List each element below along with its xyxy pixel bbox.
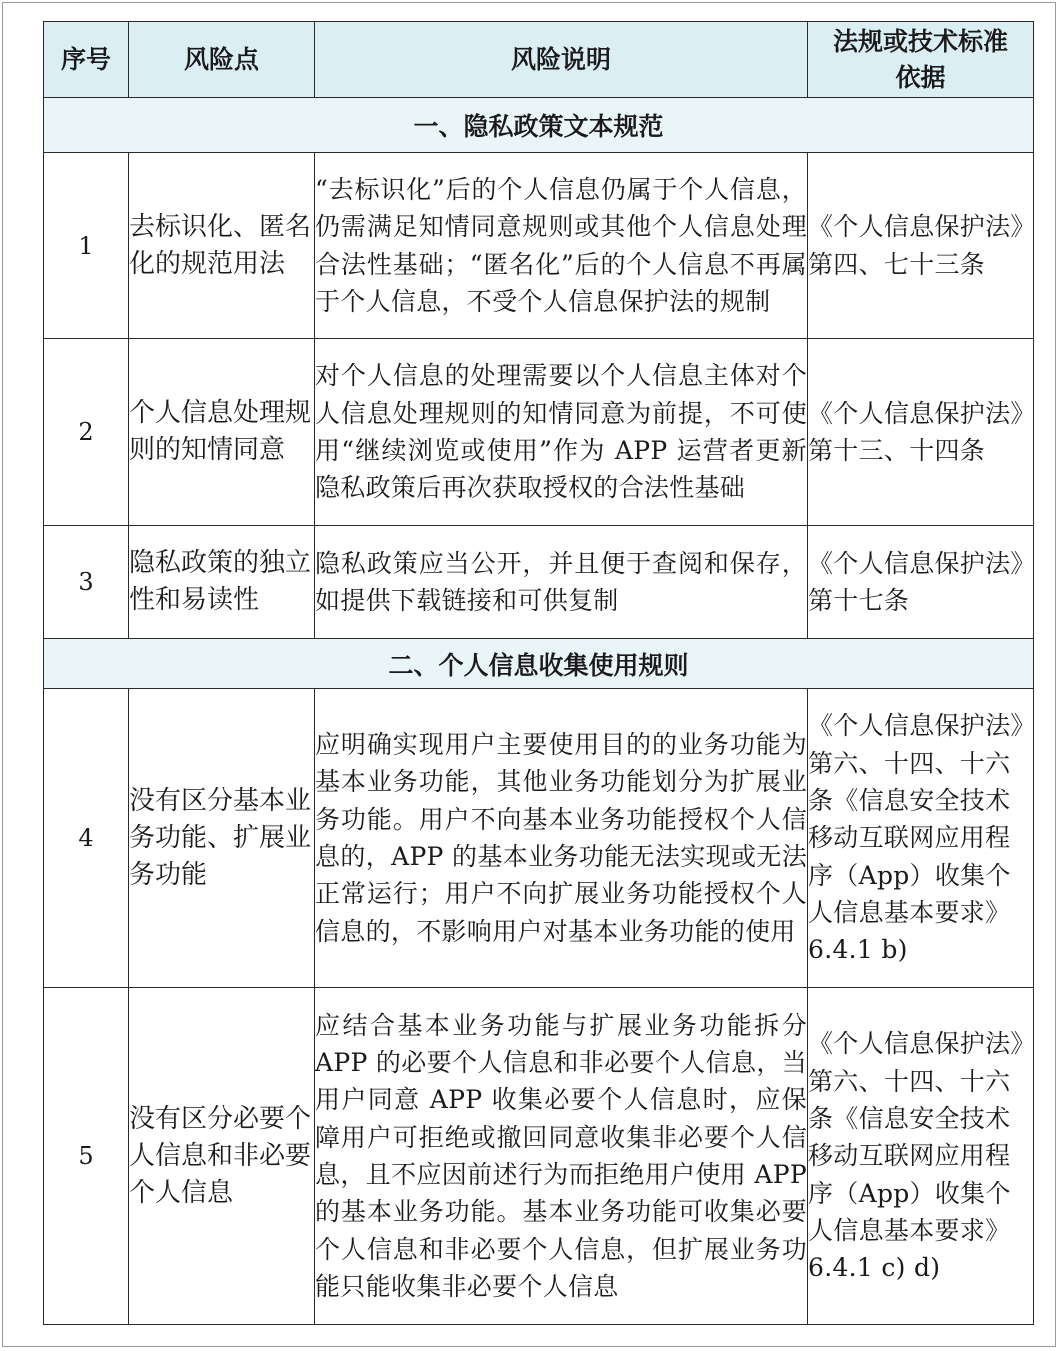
header-seq: 序号 — [44, 22, 129, 98]
risk-table — [43, 21, 1034, 1325]
row-seq: 5 — [44, 988, 129, 1325]
row-seq: 4 — [44, 689, 129, 988]
section-row — [44, 98, 1034, 153]
table-row — [44, 153, 1034, 339]
section-row — [44, 639, 1034, 689]
table-row — [44, 988, 1034, 1325]
section-title: 二、个人信息收集使用规则 — [44, 639, 1034, 689]
row-risk-description: 对个人信息的处理需要以个人信息主体对个人信息处理规则的知情同意为前提，不可使用“继续浏览或使用”作为 APP 运营者更新隐私政策后再次获取授权的合法性基础 — [315, 339, 808, 526]
row-legal-basis: 《个人信息保护法》第四、七十三条 — [808, 153, 1034, 339]
row-seq: 2 — [44, 339, 129, 526]
row-risk-point: 个人信息处理规则的知情同意 — [129, 339, 315, 526]
header-risk-point: 风险点 — [129, 22, 315, 98]
row-legal-basis: 《个人信息保护法》第六、十四、十六条《信息安全技术 移动互联网应用程序（App）收集个人信息基本要求》6.4.1 c) d) — [808, 988, 1034, 1325]
header-row — [44, 22, 1034, 98]
row-risk-point: 没有区分必要个人信息和非必要个人信息 — [129, 988, 315, 1325]
row-risk-point: 隐私政策的独立性和易读性 — [129, 526, 315, 639]
section-title: 一、隐私政策文本规范 — [44, 98, 1034, 153]
row-risk-description: 应明确实现用户主要使用目的的业务功能为基本业务功能，其他业务功能划分为扩展业务功能。用户不向基本业务功能授权个人信息的，APP 的基本业务功能无法实现或无法正常运行；用户不向扩展业务功能授权个人信息的，不影响用户对基本业务功能的使用 — [315, 689, 808, 988]
header-legal-basis: 法规或技术标准依据 — [808, 22, 1034, 98]
table-row — [44, 526, 1034, 639]
row-risk-point: 没有区分基本业务功能、扩展业务功能 — [129, 689, 315, 988]
table-row — [44, 339, 1034, 526]
table-row — [44, 689, 1034, 988]
row-seq: 1 — [44, 153, 129, 339]
header-risk-description: 风险说明 — [315, 22, 808, 98]
row-risk-description: 应结合基本业务功能与扩展业务功能拆分 APP 的必要个人信息和非必要个人信息，当用户同意 APP 收集必要个人信息时，应保障用户可拒绝或撤回同意收集非必要个人信息，且不应因前述行为而拒绝用户使用 APP 的基本业务功能。基本业务功能可收集必要个人信息和非必要个人信息，但扩展业务功能只能收集非必要个人信息 — [315, 988, 808, 1325]
row-legal-basis: 《个人信息保护法》第六、十四、十六条《信息安全技术 移动互联网应用程序（App）收集个人信息基本要求》6.4.1 b) — [808, 689, 1034, 988]
row-legal-basis: 《个人信息保护法》第十三、十四条 — [808, 339, 1034, 526]
row-risk-description: “去标识化”后的个人信息仍属于个人信息，仍需满足知情同意规则或其他个人信息处理合法性基础；“匿名化”后的个人信息不再属于个人信息，不受个人信息保护法的规制 — [315, 153, 808, 339]
row-risk-description: 隐私政策应当公开，并且便于查阅和保存，如提供下载链接和可供复制 — [315, 526, 808, 639]
row-seq: 3 — [44, 526, 129, 639]
row-risk-point: 去标识化、匿名化的规范用法 — [129, 153, 315, 339]
row-legal-basis: 《个人信息保护法》第十七条 — [808, 526, 1034, 639]
